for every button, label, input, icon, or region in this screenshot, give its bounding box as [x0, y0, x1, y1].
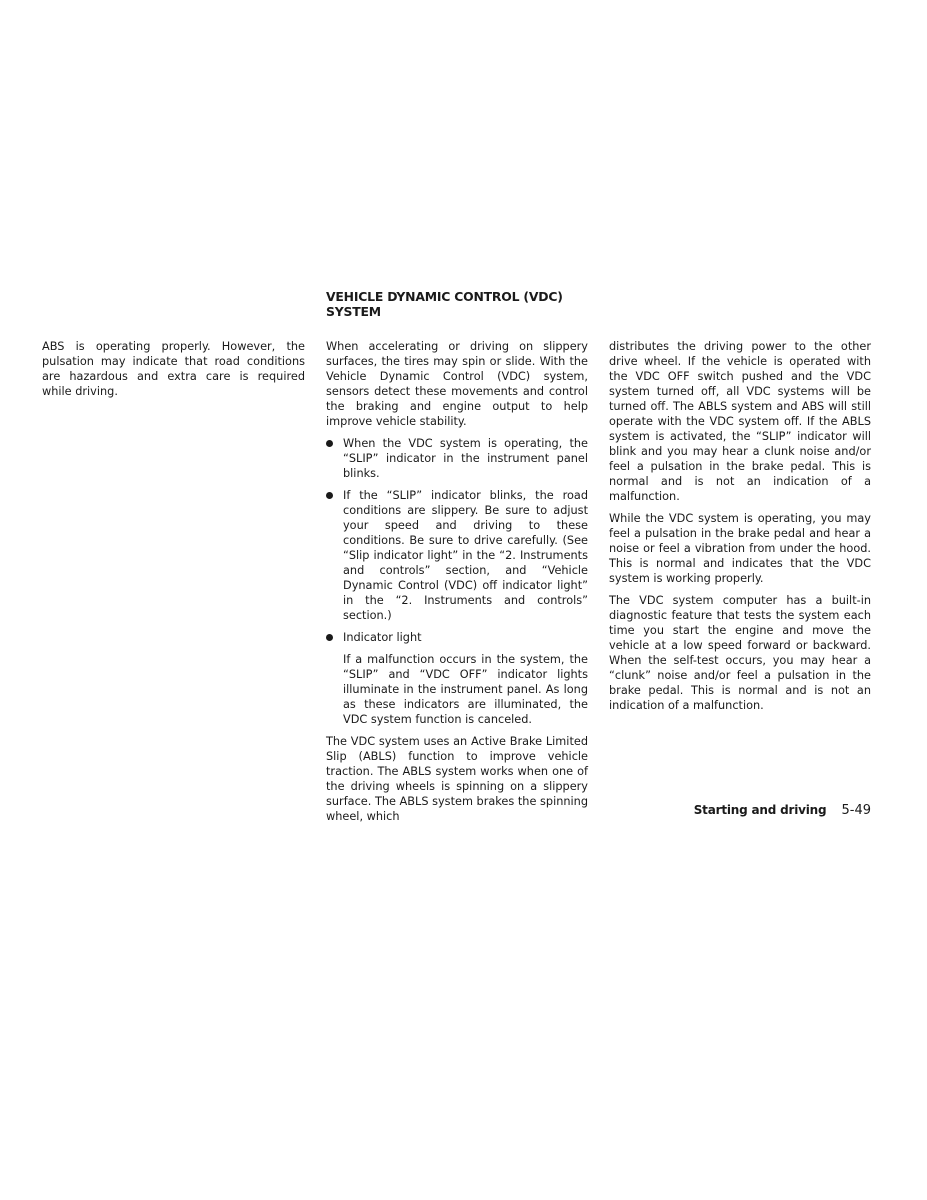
column-left: [42, 339, 305, 406]
section-heading-line1: VEHICLE DYNAMIC CONTROL (VDC): [326, 289, 563, 304]
abs-pulsation-paragraph: ABS is operating properly. However, the pulsation may indicate that road conditions are hazardous and extra care is required while driving.: [42, 340, 305, 398]
section-heading: [326, 289, 606, 319]
bullet-item: [326, 436, 588, 481]
footer-section-title: Starting and driving: [693, 803, 827, 817]
page-number: 5-49: [841, 803, 871, 818]
bullet-dot-icon: [326, 440, 333, 447]
bullet-dot-icon: [326, 492, 333, 499]
section-heading-line2: SYSTEM: [326, 304, 381, 319]
bullet-dot-icon: [326, 634, 333, 641]
bullet-text: Indicator light: [343, 631, 422, 644]
column-middle: [326, 339, 588, 831]
page-footer: [694, 799, 871, 818]
vdc-self-test-paragraph: The VDC system computer has a built-in diagnostic feature that tests the system each time you start the engine and move the vehicle at a low speed forward or backward. When the self-test occurs, you may hear a “clunk” noise and/or feel a pulsation in the brake pedal. This is normal and is not an indication of a malfunction.: [609, 594, 871, 712]
bullet-item: [326, 488, 588, 623]
column-right: [609, 339, 871, 720]
bullet-text: When the VDC system is operating, the “SLIP” indicator in the instrument panel blinks.: [343, 437, 588, 480]
abls-paragraph: The VDC system uses an Active Brake Limited Slip (ABLS) function to improve vehicle traction. The ABLS system works when one of the driving wheels is spinning on a slippery surface. The ABLS system brakes the spinning wheel, which: [326, 735, 588, 823]
bullet-text: If the “SLIP” indicator blinks, the road conditions are slippery. Be sure to adjust your speed and driving to these conditions. Be sure to drive carefully. (See “Slip indicator light” in the “2. Instruments and controls” section, and “Vehicle Dynamic Control (VDC) off indicator light” in the “2. Instruments and controls” section.): [343, 489, 588, 622]
vdc-intro-paragraph: When accelerating or driving on slippery surfaces, the tires may spin or slide. With the Vehicle Dynamic Control (VDC) system, sensors detect these movements and control the braking and engine output to help improve vehicle stability.: [326, 340, 588, 428]
vdc-operating-paragraph: While the VDC system is operating, you may feel a pulsation in the brake pedal and hear a noise or feel a vibration from under the hood. This is normal and indicates that the VDC system is working properly.: [609, 512, 871, 585]
bullet-item: [326, 630, 588, 645]
abls-continued-paragraph: distributes the driving power to the other drive wheel. If the vehicle is operated with the VDC OFF switch pushed and the VDC system turned off, all VDC systems will be turned off. The ABLS system and ABS will still operate with the VDC system off. If the ABLS system is activated, the “SLIP” indicator will blink and you may hear a clunk noise and/or feel a pulsation in the brake pedal. This is normal and is not an indication of a malfunction.: [609, 340, 871, 503]
indicator-light-detail: If a malfunction occurs in the system, the “SLIP” and “VDC OFF” indicator lights illuminate in the instrument panel. As long as these indicators are illuminated, the VDC system function is canceled.: [343, 653, 588, 726]
